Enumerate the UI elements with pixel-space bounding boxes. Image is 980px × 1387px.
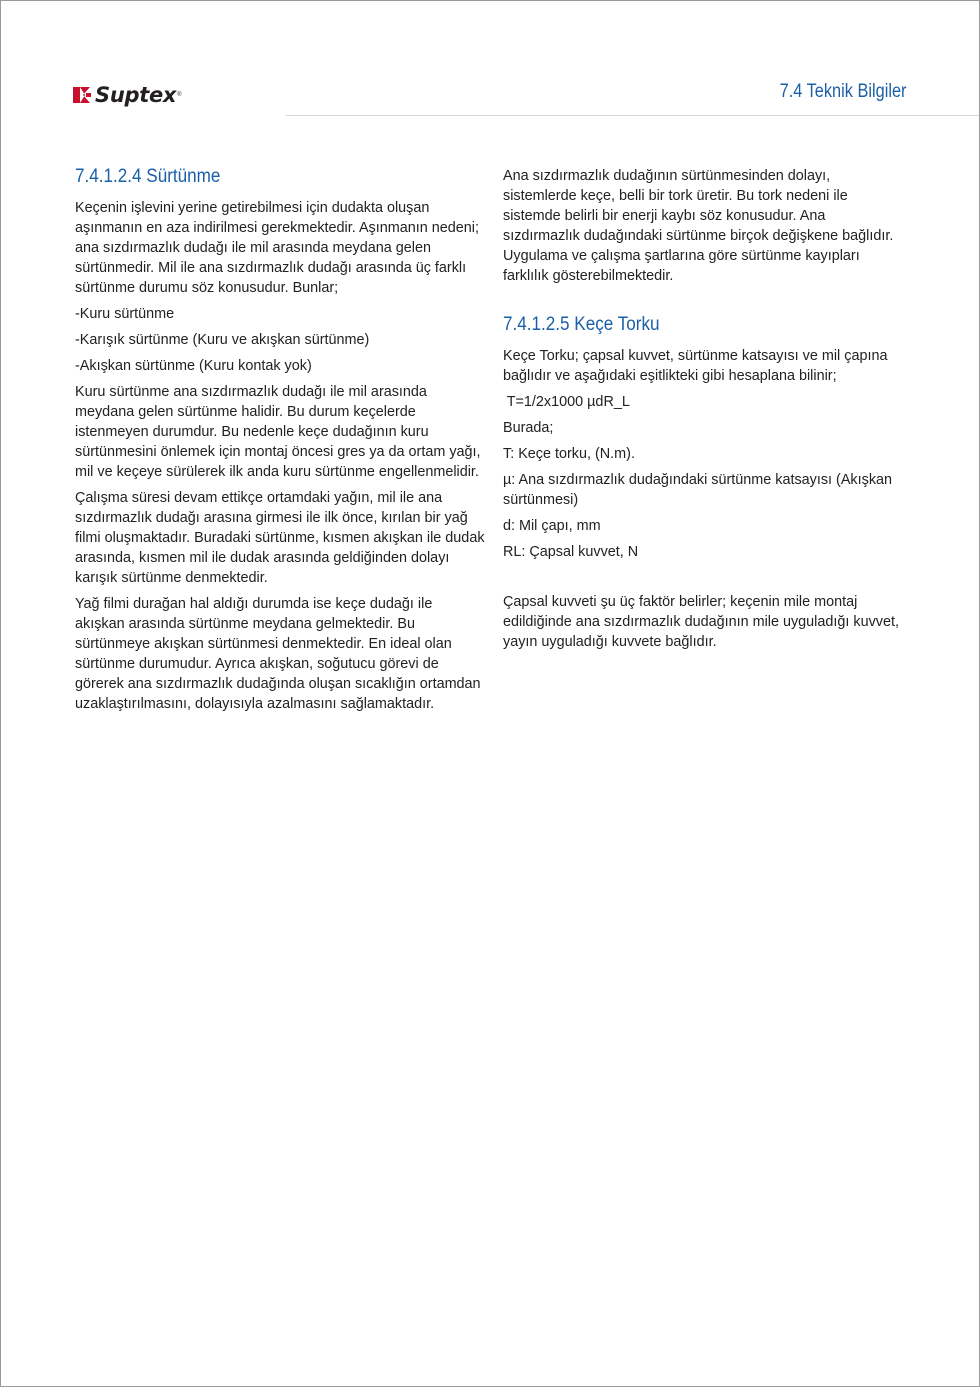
definition-t: T: Keçe torku, (N.m). bbox=[503, 446, 635, 462]
right-column bbox=[503, 166, 903, 658]
spacer bbox=[503, 292, 903, 312]
paragraph: Keçenin işlevini yerine getirebilmesi için dudakta oluşan aşınmanın en aza indirilmesi gerekmektedir. Aşınmanın nedeni; ana sızdırmazlık dudağı ile mil arasında meydana gelen sürtünmedir. Mil ile ana sızdırmazlık dudağı arasında üç farklı sürtünme durumu söz konusudur. Bunlar; bbox=[75, 200, 479, 296]
paragraph: Çapsal kuvveti şu üç faktör belirler; keçenin mile montaj edildiğinde ana sızdırmazlık dudağının mile uyguladığı kuvvet, yayın uyguladığı kuvvete bağlıdır. bbox=[503, 594, 899, 650]
list-item: -Kuru sürtünme bbox=[75, 306, 175, 322]
heading-kece-torku: 7.4.1.2.5 Keçe Torku bbox=[503, 314, 660, 335]
burada-label: Burada; bbox=[503, 420, 554, 436]
section-title: 7.4 Teknik Bilgiler bbox=[780, 81, 907, 102]
list-item: -Akışkan sürtünme (Kuru kontak yok) bbox=[75, 358, 312, 374]
formula: T=1/2x1000 µdR_L bbox=[503, 394, 630, 410]
suptex-logo bbox=[73, 83, 182, 107]
paragraph: Ana sızdırmazlık dudağının sürtünmesinden dolayı, sistemlerde keçe, belli bir tork üretir. Bu tork nedeni ile sistemde belirli bir enerji kaybı söz konusudur. Ana sızdırmazlık dudağındaki sürtünme birçok değişkene bağlıdır. Uygulama ve çalışma şartlarına göre sürtünme kayıpları farklılık gösterebilmektedir. bbox=[503, 168, 894, 284]
registered-mark: ® bbox=[177, 92, 182, 98]
spacer bbox=[503, 568, 903, 592]
list-item: -Karışık sürtünme (Kuru ve akışkan sürtünme) bbox=[75, 332, 370, 348]
logo-mark-icon bbox=[73, 85, 93, 105]
logo-text: Suptex bbox=[95, 83, 177, 107]
paragraph: Kuru sürtünme ana sızdırmazlık dudağı ile mil arasında meydana gelen sürtünme halidir. Bu durum keçelerde istenmeyen durumdur. Bu nedenle keçe dudağının kuru sürtünmesini önlemek için montaj öncesi gres ya da ortam yağı, mil ve keçeye sürülerek ilk anda kuru sürtünme engellenmelidir. bbox=[75, 384, 481, 480]
paragraph: Çalışma süresi devam ettikçe ortamdaki yağın, mil ile ana sızdırmazlık dudağı arasına girmesi ile ilk önce, kırılan bir yağ filmi oluşmaktadır. Buradaki sürtünme, kısmen akışkan ile dudak arasında, kısmen mil ile dudak arasında geldiğinden dolayı karışık sürtünme denmektedir. bbox=[75, 490, 485, 586]
header-divider bbox=[286, 115, 979, 116]
definition-rl: RL: Çapsal kuvvet, N bbox=[503, 544, 639, 560]
definition-d: d: Mil çapı, mm bbox=[503, 518, 601, 534]
definition-mu: µ: Ana sızdırmazlık dudağındaki sürtünme katsayısı (Akışkan sürtünmesi) bbox=[503, 472, 893, 508]
heading-surtunme: 7.4.1.2.4 Sürtünme bbox=[75, 166, 221, 187]
paragraph: Yağ filmi durağan hal aldığı durumda ise keçe dudağı ile akışkan arasında sürtünme meydana gelmektedir. Bu sürtünmeye akışkan sürtünmesi denmektedir. En ideal olan sürtünme durumudur. Ayrıca akışkan, soğutucu görevi de görerek ana sızdırmazlık dudağında oluşan sıcaklığın ortamdan uzaklaştırılmasını, dolayısıyla azalmasını sağlamaktadır. bbox=[75, 596, 481, 712]
left-column bbox=[75, 164, 485, 720]
paragraph: Keçe Torku; çapsal kuvvet, sürtünme katsayısı ve mil çapına bağlıdır ve aşağıdaki eşitlikteki gibi hesaplana bilinir; bbox=[503, 348, 888, 384]
